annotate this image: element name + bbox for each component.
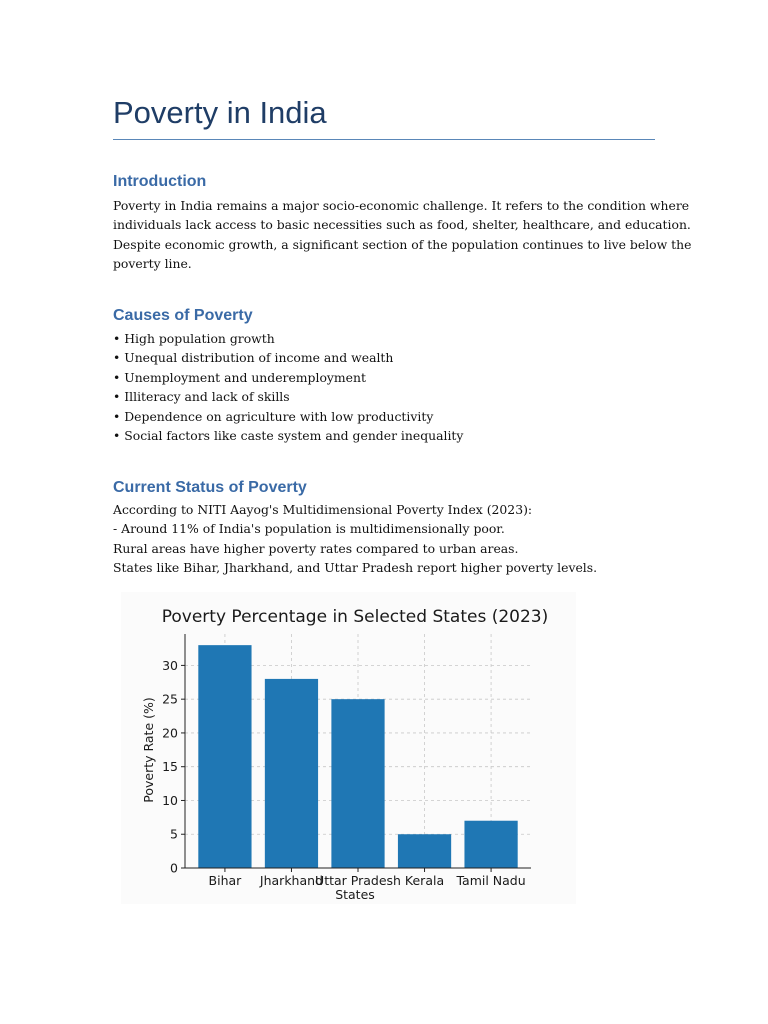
list-item: • Illiteracy and lack of skills — [113, 389, 290, 405]
y-tick-label: 10 — [162, 792, 178, 808]
y-tick-label: 15 — [162, 759, 178, 775]
x-tick-label: Bihar — [208, 873, 242, 888]
bar-tamil-nadu — [464, 821, 517, 868]
bar-bihar — [198, 645, 251, 868]
status-paragraph — [113, 500, 673, 578]
paragraph-line: Despite economic growth, a significant section of the population continues to live below the — [113, 236, 692, 252]
chart-svg — [121, 592, 576, 904]
paragraph-line: individuals lack access to basic necessities such as food, shelter, healthcare, and education. — [113, 217, 691, 233]
x-tick-label: Uttar Pradesh — [315, 873, 401, 888]
paragraph-line: poverty line. — [113, 256, 192, 272]
paragraph-line: According to NITI Aayog's Multidimensional Poverty Index (2023): — [113, 502, 533, 517]
title-divider — [113, 139, 655, 140]
x-axis-label: States — [335, 887, 375, 902]
list-item: • Social factors like caste system and gender inequality — [113, 428, 464, 444]
y-tick-label: 20 — [162, 725, 178, 741]
list-item: • Dependence on agriculture with low productivity — [113, 408, 434, 424]
chart-title: Poverty Percentage in Selected States (2023) — [161, 607, 549, 627]
x-tick-label: Tamil Nadu — [456, 873, 526, 888]
poverty-bar-chart — [121, 592, 576, 904]
page-title: Poverty in India — [113, 95, 327, 130]
causes-list — [113, 329, 673, 445]
y-tick-label: 0 — [170, 860, 178, 876]
introduction-heading: Introduction — [113, 173, 207, 190]
y-tick-label: 30 — [162, 657, 178, 673]
paragraph-line: - Around 11% of India's population is multidimensionally poor. — [113, 521, 505, 537]
paragraph-line: Rural areas have higher poverty rates compared to urban areas. — [113, 540, 519, 556]
bar-kerala — [398, 834, 451, 868]
status-heading: Current Status of Poverty — [113, 479, 307, 496]
list-item: • High population growth — [113, 331, 275, 346]
x-tick-label: Jharkhand — [259, 873, 324, 888]
list-item: • Unemployment and underemployment — [113, 369, 366, 385]
y-tick-label: 5 — [170, 826, 178, 842]
y-tick-label: 25 — [162, 691, 178, 707]
introduction-paragraph — [113, 196, 692, 274]
x-tick-label: Kerala — [404, 873, 445, 888]
list-item: • Unequal distribution of income and wealth — [113, 350, 394, 366]
y-axis-label: Poverty Rate (%) — [141, 697, 156, 803]
bar-jharkhand — [265, 679, 318, 868]
paragraph-line: Poverty in India remains a major socio-economic challenge. It refers to the condition where — [113, 198, 690, 213]
bar-uttar-pradesh — [331, 699, 384, 868]
paragraph-line: States like Bihar, Jharkhand, and Uttar Pradesh report higher poverty levels. — [113, 560, 598, 576]
causes-heading: Causes of Poverty — [113, 307, 253, 324]
